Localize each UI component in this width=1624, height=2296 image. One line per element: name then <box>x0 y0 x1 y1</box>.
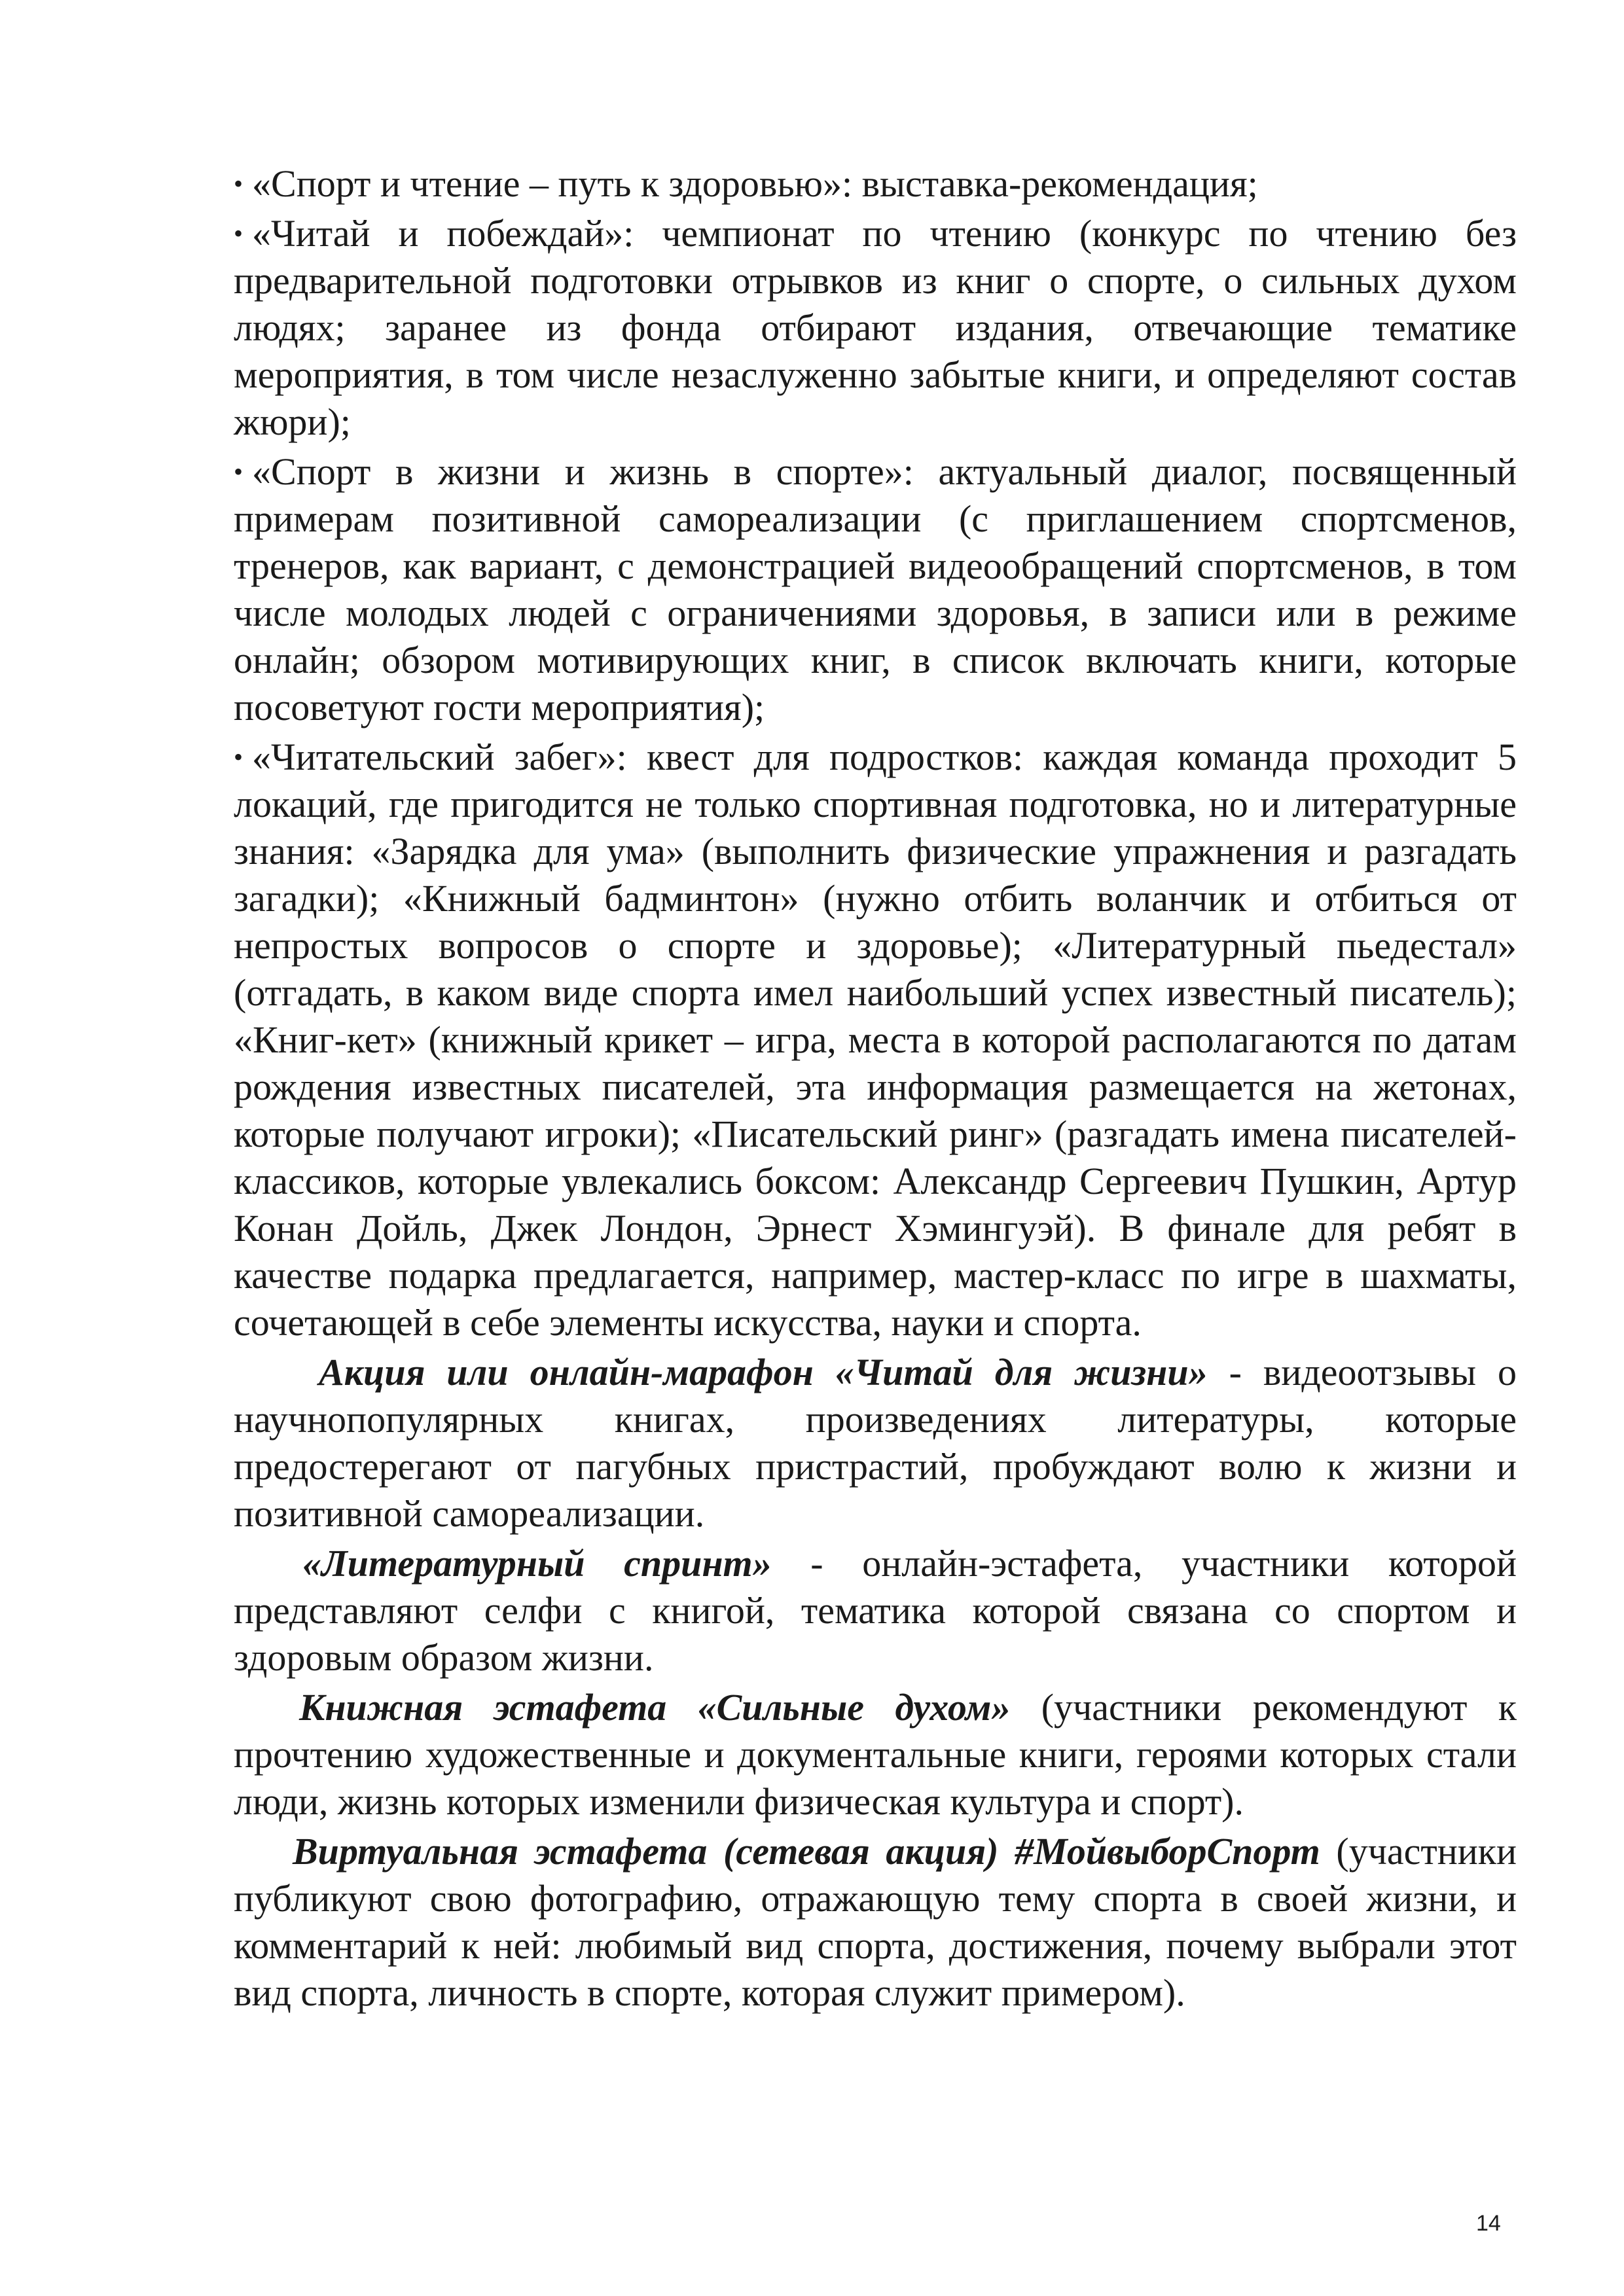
paragraph-read-for-life <box>234 1349 1517 1537</box>
paragraph-strong-in-spirit <box>234 1684 1517 1825</box>
list-item-text: «Спорт и чтение – путь к здоровью»: выставка-рекомендация; <box>252 162 1258 205</box>
list-item <box>234 210 1517 446</box>
list-item <box>234 160 1517 207</box>
list-item <box>234 448 1517 731</box>
list-item-text: «Читай и побеждай»: чемпионат по чтению (конкурс по чтению без предварительной подготовки отрывков из книг о спорте, о сильных духом людях; заранее из фонда отбирают издания, отвечающие тематике мероприятия, в том числе незаслуженно забытые книги, и определяют состав жюри); <box>234 212 1517 443</box>
paragraph-title: Виртуальная эстафета (сетевая акция) #МойвыборСпорт <box>293 1830 1320 1873</box>
paragraph-title: «Литературный спринт» <box>302 1542 772 1585</box>
bullet-icon: • <box>234 219 244 248</box>
paragraph-text: (участники публикуют свою фотографию, отражающую тему спорта в своей жизни, и комментарий к ней: любимый вид спорта, достижения, почему выбрали этот вид спорта, личность в спорте, которая служит примером). <box>234 1830 1517 2014</box>
list-item <box>234 734 1517 1346</box>
paragraph-literary-sprint <box>234 1540 1517 1681</box>
page-number: 14 <box>1476 2211 1501 2236</box>
bullet-icon: • <box>234 742 244 772</box>
paragraph-text: - видеоотзывы о научнопопулярных книгах, произведениях литературы, которые предостерегают от пагубных пристрастий, пробуждают волю к жизни и позитивной самореализации. <box>234 1351 1517 1535</box>
paragraph-title: Акция или онлайн-марафон «Читай для жизни» <box>319 1351 1208 1393</box>
list-item-text: «Спорт в жизни и жизнь в спорте»: актуальный диалог, посвященный примерам позитивной самореализации (с приглашением спортсменов, тренеров, как вариант, с демонстрацией видеообращений спортсменов, в том числе молодых людей с ограничениями здоровья, в записи или в режиме онлайн; обзором мотивирующих книг, в список включать книги, которые посоветуют гости мероприятия); <box>234 450 1517 728</box>
bullet-icon: • <box>234 457 244 486</box>
list-item-text: «Читательский забег»: квест для подростков: каждая команда проходит 5 локаций, где пригодится не только спортивная подготовка, но и литературные знания: «Зарядка для ума» (выполнить физические упражнения и разгадать загадки); «Книжный бадминтон» (нужно отбить воланчик и отбиться от непростых вопросов о спорте и здоровье); «Литературный пьедестал» (отгадать, в каком виде спорта имел наибольший успех известный писатель); «Книг-кет» (книжный крикет – игра, места в которой располагаются по датам рождения известных писателей, эта информация размещается на жетонах, которые получают игроки); «Писательский ринг» (разгадать имена писателей-классиков, которые увлекались боксом: Александр Сергеевич Пушкин, Артур Конан Дойль, Джек Лондон, Эрнест Хэмингуэй). В финале для ребят в качестве подарка предлагается, например, мастер-класс по игре в шахматы, сочетающей в себе элементы искусства, науки и спорта. <box>234 736 1517 1344</box>
paragraph-virtual-relay <box>234 1828 1517 2017</box>
paragraph-text: - онлайн-эстафета, участники которой представляют селфи с книгой, тематика которой связана со спортом и здоровым образом жизни. <box>234 1542 1517 1679</box>
paragraph-text: (участники рекомендуют к прочтению художественные и документальные книги, героями которых стали люди, жизнь которых изменили физическая культура и спорт). <box>234 1686 1517 1823</box>
paragraph-title: Книжная эстафета «Сильные духом» <box>299 1686 1011 1729</box>
document-body <box>234 160 1517 2019</box>
bullet-icon: • <box>234 169 244 198</box>
